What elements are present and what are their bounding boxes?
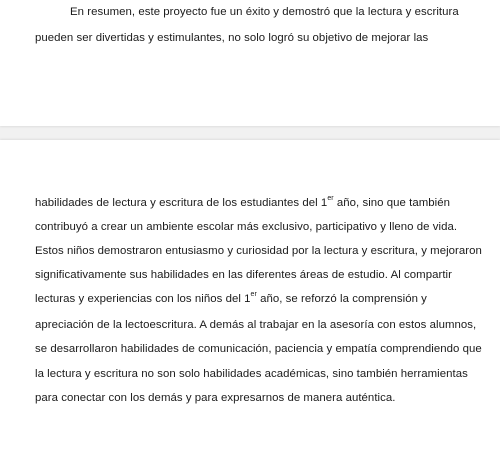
paragraph-line: se desarrollaron habilidades de comunicación, paciencia y empatía comprendiendo que [35, 343, 482, 355]
paragraph-line: la lectura y escritura no son solo habilidades académicas, sino también herramientas [35, 368, 468, 380]
paragraph-line: En resumen, este proyecto fue un éxito y demostró que la lectura y escritura [70, 6, 459, 18]
paragraph-line: apreciación de la lectoescritura. A demás al trabajar en la asesoría con estos alumnos, [35, 319, 477, 331]
line-text: habilidades de lectura y escritura de los estudiantes del 1 [35, 197, 328, 209]
line-text: año, sino que también [333, 197, 451, 209]
ordinal-superscript: er [327, 195, 334, 203]
paragraph-line [35, 292, 500, 306]
paragraph-line: para conectar con los demás y para expresarnos de manera auténtica. [35, 392, 396, 404]
page-top [0, 0, 500, 126]
paragraph-line: contribuyó a crear un ambiente escolar más exclusivo, participativo y lleno de vida. [35, 221, 458, 233]
line-text: lecturas y experiencias con los niños del 1 [35, 293, 251, 305]
page-bottom [0, 140, 500, 454]
ordinal-superscript: er [250, 291, 257, 299]
paragraph-line: Estos niños demostraron entusiasmo y curiosidad por la lectura y escritura, y mejoraron [35, 245, 482, 257]
paragraph-line [35, 196, 500, 210]
paragraph-line: significativamente sus habilidades en las diferentes áreas de estudio. Al compartir [35, 269, 452, 281]
paragraph-line: pueden ser divertidas y estimulantes, no solo logró su objetivo de mejorar las [35, 32, 429, 44]
line-text: año, se reforzó la comprensión y [256, 293, 427, 305]
